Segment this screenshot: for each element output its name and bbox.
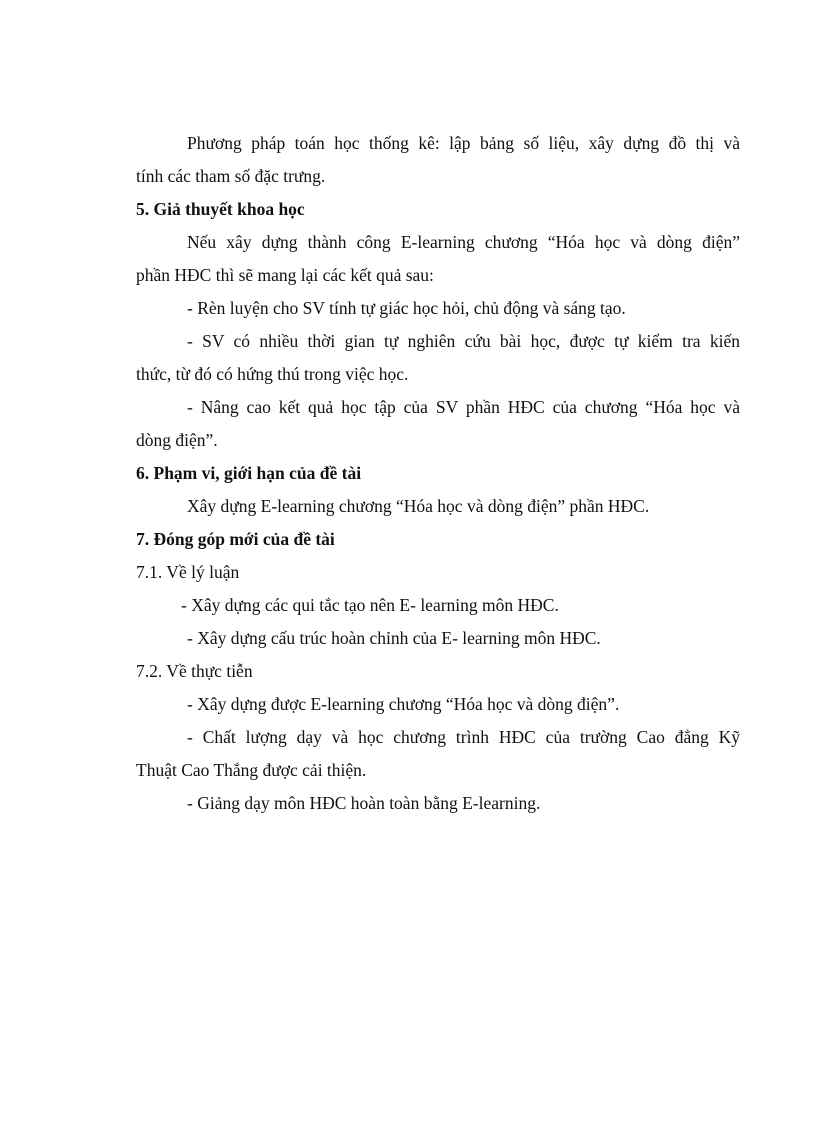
bullet-item-continuation: dòng điện”. <box>136 430 218 450</box>
paragraph-hypothesis-line-1: Nếu xây dựng thành công E-learning chương “Hóa học và dòng điện” <box>187 232 740 252</box>
bullet-item: - Chất lượng dạy và học chương trình HĐC của trường Cao đẳng Kỹ <box>187 727 740 747</box>
bullet-item-continuation: Thuật Cao Thắng được cải thiện. <box>136 760 367 780</box>
bullet-item: - SV có nhiều thời gian tự nghiên cứu bài học, được tự kiểm tra kiến <box>187 331 740 351</box>
subsection-heading-practice: 7.2. Về thực tiễn <box>136 661 253 681</box>
paragraph-hypothesis-line-2: phần HĐC thì sẽ mang lại các kết quả sau: <box>136 265 434 285</box>
bullet-item: - Xây dựng được E-learning chương “Hóa học và dòng điện”. <box>187 694 620 714</box>
bullet-item: - Rèn luyện cho SV tính tự giác học hỏi, chủ động và sáng tạo. <box>187 298 626 318</box>
paragraph-methods-line-1: Phương pháp toán học thống kê: lập bảng số liệu, xây dựng đồ thị và <box>187 133 740 153</box>
paragraph-methods-line-2: tính các tham số đặc trưng. <box>136 166 326 186</box>
section-heading-hypothesis: 5. Giả thuyết khoa học <box>136 199 305 219</box>
bullet-item: - Xây dựng các qui tắc tạo nên E- learning môn HĐC. <box>181 595 559 615</box>
section-heading-contributions: 7. Đóng góp mới của đề tài <box>136 529 335 549</box>
paragraph-scope: Xây dựng E-learning chương “Hóa học và dòng điện” phần HĐC. <box>187 496 650 516</box>
bullet-item-continuation: thức, từ đó có hứng thú trong việc học. <box>136 364 409 384</box>
bullet-item: - Nâng cao kết quả học tập của SV phần HĐC của chương “Hóa học và <box>187 397 740 417</box>
bullet-item: - Giảng dạy môn HĐC hoàn toàn bằng E-learning. <box>187 793 541 813</box>
subsection-heading-theory: 7.1. Về lý luận <box>136 562 240 582</box>
section-heading-scope: 6. Phạm vi, giới hạn của đề tài <box>136 463 362 483</box>
bullet-item: - Xây dựng cấu trúc hoàn chỉnh của E- learning môn HĐC. <box>187 628 601 648</box>
